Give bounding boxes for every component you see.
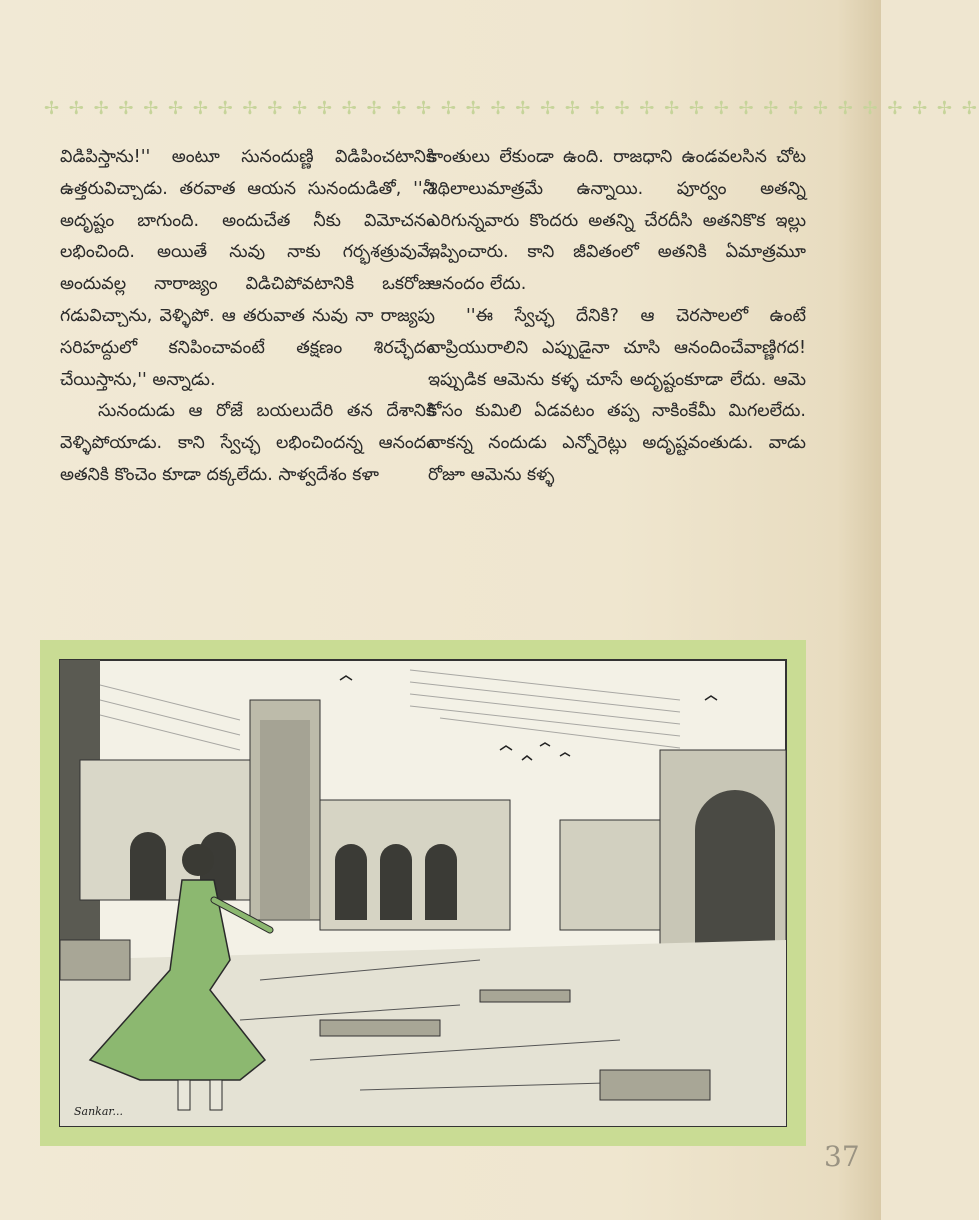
decorative-border: ✢ ✢ ✢ ✢ ✢ ✢ ✢ ✢ ✢ ✢ ✢ ✢ ✢ ✢ ✢ ✢ ✢ ✢ ✢ ✢ ✢ ✢ ✢ ✢ ✢ ✢ ✢ ✢ ✢ ✢ ✢ ✢ ✢ ✢ ✢ ✢ ✢ ✢ [44, 97, 979, 119]
story-illustration [40, 640, 806, 1146]
paragraph: విడిపిస్తాను!'' అంటూ సునందుణ్ణి విడిపించటానికి ఉత్తరువిచ్చాడు. తరవాత ఆయన సునందుడితో, ''నీ అదృష్టం బాగుంది. అందుచేత నీకు విమోచనం లభించింది. అయితే నువు నాకు గర్భశత్రువువే, అందువల్ల నారాజ్యం విడిచిపోవటానికి ఒకరోజు గడువిచ్చాను, వెళ్ళిపో. ఆ తరువాత నువు నా రాజ్యపు సరిహద్దులో కనిపించావంటే తక్షణం శిరచ్ఛేదం చేయిస్తాను,'' అన్నాడు. [60, 147, 435, 390]
paragraph: కాంతులు లేకుండా ఉంది. రాజధాని ఉండవలసిన చోట శిథిలాలుమాత్రమే ఉన్నాయి. పూర్వం అతన్ని ఎరిగున్నవారు కొందరు అతన్ని చేరదీసి అతనికొక ఇల్లు ఇప్పించారు. కాని జీవితంలో అతనికి ఏమాత్రమూ ఆనందం లేదు. [428, 147, 806, 295]
paragraph: ''ఈ స్వేచ్ఛ దేనికి? ఆ చెరసాలలో ఉంటే నాప్రియురాలిని ఎప్పుడైనా చూసి ఆనందించేవాణ్ణిగద! ఇప్పుడిక ఆమెను కళ్ళ చూసే అదృష్టంకూడా లేదు. ఆమె కోసం కుమిలి ఏడవటం తప్ప నాకింకేమీ మిగలలేదు. నాకన్న నందుడు ఎన్నోరెట్లు అదృష్టవంతుడు. వాడు రోజూ ఆమెను కళ్ళ [428, 305, 806, 485]
paragraph: సునందుడు ఆ రోజే బయలుదేరి తన దేశానికి వెళ్ళిపోయాడు. కాని స్వేచ్ఛ లభించిందన్న ఆనందం అతనికి కొంచెం కూడా దక్కలేదు. సాళ్వదేశం కళా [60, 401, 435, 485]
artist-signature: Sankar... [74, 1105, 123, 1118]
page-number: 37 [824, 1140, 860, 1173]
right-text-column [428, 142, 806, 622]
ruins-drawing [60, 660, 786, 1126]
left-text-column [60, 142, 435, 622]
